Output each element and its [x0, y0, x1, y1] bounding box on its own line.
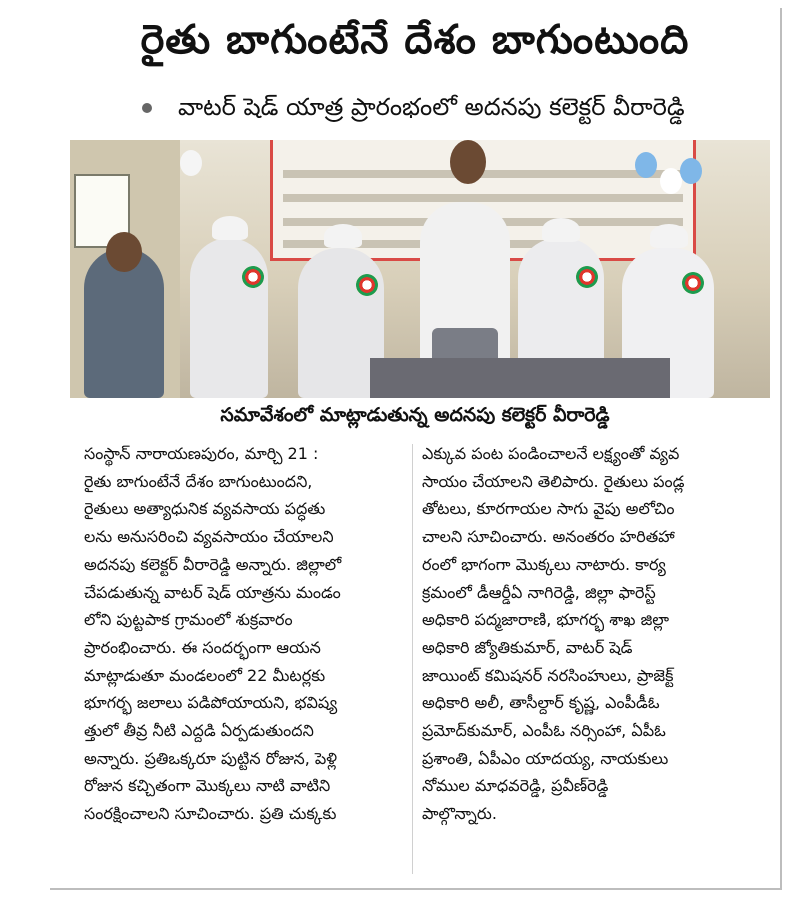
text-line: ఎక్కువ పంట పండించాలనే లక్ష్యంతో వ్యవ — [422, 444, 680, 463]
article-subheadline — [142, 90, 762, 124]
text-line: చాలని సూచించారు. అనంతరం హరితహా — [422, 527, 675, 547]
photo-caption: సమావేశంలో మాట్లాడుతున్న అదనపు కలెక్టర్ వీరారెడ్డి — [220, 404, 610, 426]
article-photo — [70, 140, 770, 398]
text-line: తోటలు, కూరగాయల సాగు వైపు అలోచిం — [422, 499, 675, 519]
text-line: అన్నారు. ప్రతిఒక్కరూ పుట్టిన రోజున, పెళ్లి — [84, 748, 338, 768]
photo-person — [190, 238, 268, 398]
text-line: అధికారి పద్మజారాణి, భూగర్భ శాఖ జిల్లా — [422, 610, 670, 630]
newspaper-clipping — [50, 8, 782, 890]
bullet-icon — [142, 103, 152, 113]
text-line: ప్రారంభించారు. ఈ సందర్భంగా ఆయన — [84, 637, 321, 657]
text-line: పాల్గొన్నారు. — [422, 804, 497, 824]
subheadline-text: వాటర్ షెడ్ యాత్ర ప్రారంభంలో అదనపు కలెక్టర్ వీరారెడ్డి — [178, 93, 685, 121]
text-line: రైతులు అత్యాధునిక వ్యవసాయ పద్ధతు — [84, 499, 326, 519]
text-line: రంలో భాగంగా మొక్కలు నాటారు. కార్య — [422, 554, 666, 574]
article-column-right — [422, 440, 762, 828]
balloon-icon — [680, 158, 702, 184]
text-line: చేపడుతున్న వాటర్ షెడ్ యాత్రను మండం — [84, 582, 341, 602]
photo-table — [370, 358, 670, 398]
column-divider — [412, 444, 413, 874]
text-line: ప్రమోద్‌కుమార్, ఎంపీఓ నర్సింహా, ఏపీఓ — [422, 721, 666, 741]
text-line: నోముల మాధవరెడ్డి, ప్రవీణ్‌రెడ్డి — [422, 776, 609, 796]
text-line: అధికారి అలీ, తాసీల్దార్ కృష్ణ, ఎంపీడీఓ — [422, 693, 660, 713]
article-headline: రైతు బాగుంటేనే దేశం బాగుంటుంది — [140, 17, 690, 63]
text-line: రైతు బాగుంటేనే దేశం బాగుంటుందని, — [84, 471, 313, 491]
text-line: లోని పుట్టపాక గ్రామంలో శుక్రవారం — [84, 610, 293, 630]
text-line: సాయం చేయాలని తెలిపారు. రైతులు పండ్ల — [422, 471, 685, 491]
text-line: అధికారి జ్యోతికుమార్, వాటర్ షెడ్ — [422, 637, 633, 657]
text-line: ప్రశాంతి, ఏపీఎం యాదయ్య, నాయకులు — [422, 748, 669, 768]
text-line: అదనపు కలెక్టర్ వీరారెడ్డి అన్నారు. జిల్లాలో — [84, 554, 342, 574]
article-column-left — [84, 440, 414, 828]
text-line: జాయింట్ కమిషనర్ నరసింహులు, ప్రాజెక్ట్ — [422, 665, 674, 685]
text-line: మాట్లాడుతూ మండలంలో 22 మీటర్లకు — [84, 665, 326, 685]
text-line: సంస్థాన్ నారాయణపురం, మార్చి 21 : — [84, 444, 319, 463]
text-line: సంరక్షించాలని సూచించారు. ప్రతి చుక్కకు — [84, 804, 337, 824]
balloon-icon — [635, 152, 657, 178]
text-line: భూగర్భ జలాలు పడిపోయాయని, భవిష్య — [84, 693, 338, 713]
text-line: రోజున కచ్చితంగా మొక్కలు నాటి వాటిని — [84, 776, 331, 796]
balloon-icon — [180, 150, 202, 176]
text-line: క్రమంలో డీఆర్డీఏ నాగిరెడ్డి, జిల్లా ఫారెస్ట్ — [422, 582, 656, 602]
balloon-icon — [660, 168, 682, 194]
text-line: లను అనుసరించి వ్యవసాయం చేయాలని — [84, 527, 334, 547]
text-line: త్తులో తీవ్ర నీటి ఎద్దడి ఏర్పడుతుందని — [84, 721, 314, 741]
